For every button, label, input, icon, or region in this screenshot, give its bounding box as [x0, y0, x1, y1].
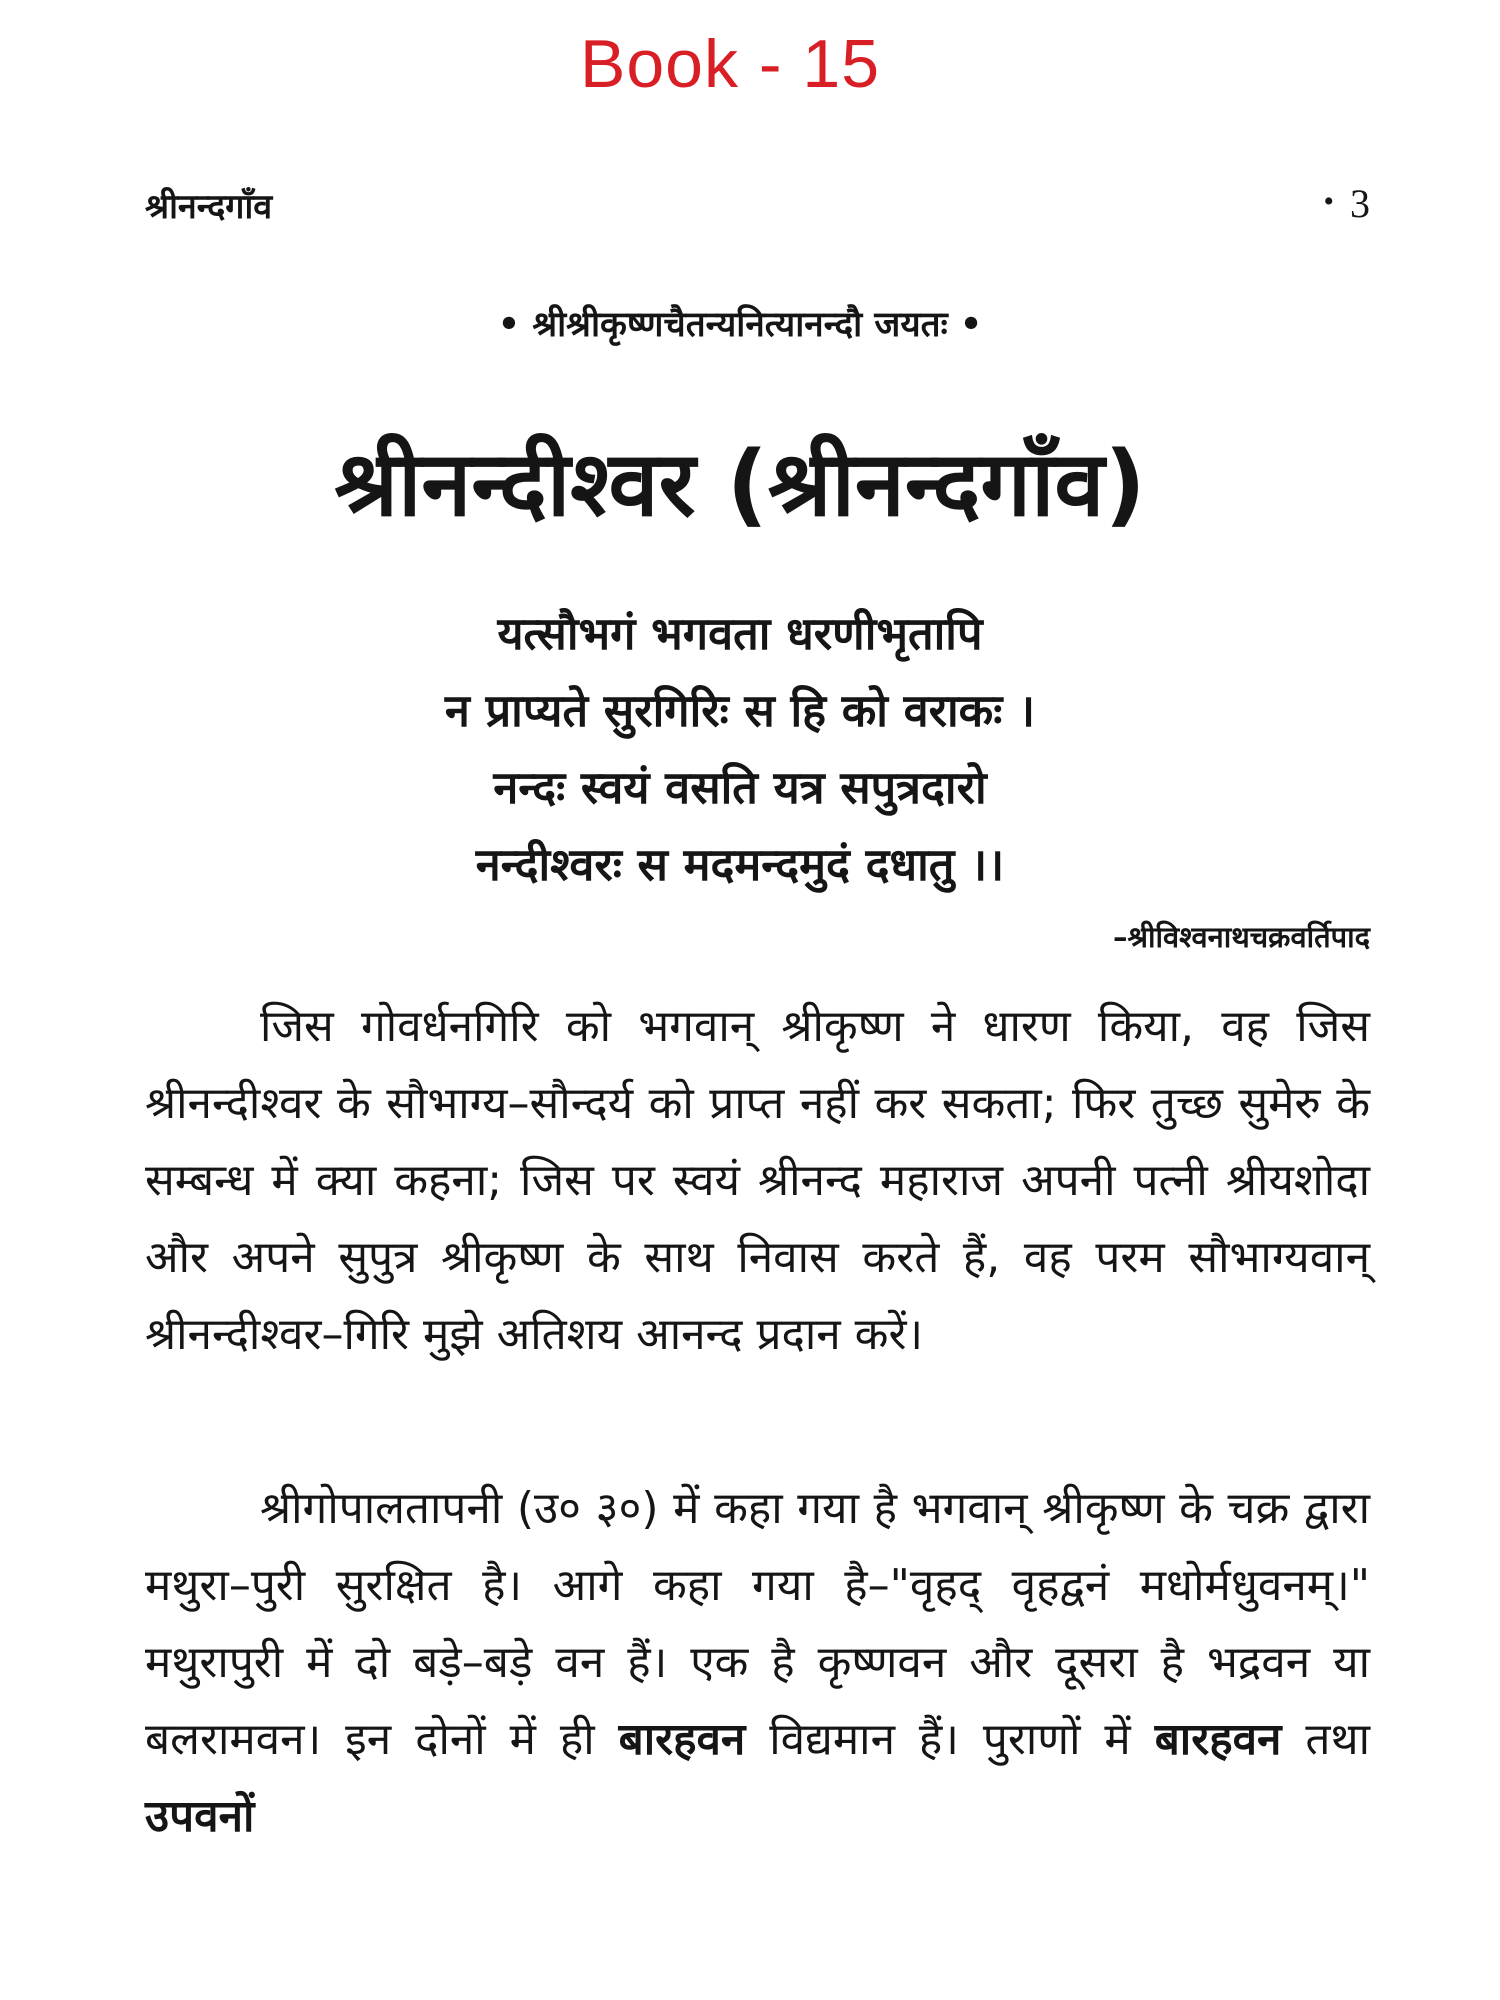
- page-marker-dot: •: [1323, 185, 1334, 218]
- paragraph-text: विद्यमान हैं। पुराणों में: [745, 1714, 1155, 1765]
- page-number: 3: [1350, 181, 1370, 226]
- bold-term: बारहवन: [1154, 1714, 1282, 1765]
- verse-line: नन्दीश्वरः स मदमन्दमुदं दधातु ।।: [475, 838, 1005, 891]
- verse-line: नन्दः स्वयं वसति यत्र सपुत्रदारो: [493, 761, 987, 814]
- body-paragraph-2: [145, 1470, 1370, 1855]
- chapter-title: श्रीनन्दीश्वर (श्रीनन्दगाँव): [334, 432, 1146, 537]
- bold-term: बारहवन: [618, 1714, 746, 1765]
- verse-attribution: –श्रीविश्वनाथचक्रवर्तिपाद: [1113, 920, 1370, 954]
- verse-line: यत्सौभगं भगवता धरणीभृतापि: [497, 607, 983, 660]
- sanskrit-verse: [0, 595, 1480, 903]
- paragraph-text: तथा: [1281, 1714, 1370, 1765]
- body-paragraph-1: जिस गोवर्धनगिरि को भगवान् श्रीकृष्ण ने धारण किया, वह जिस श्रीनन्दीश्वर के सौभाग्य–सौन्दर्य को प्राप्त नहीं कर सकता; फिर तुच्छ सुमेरु के सम्बन्ध में क्या कहना; जिस पर स्वयं श्रीनन्द महाराज अपनी पत्नी श्रीयशोदा और अपने सुपुत्र श्रीकृष्ण के साथ निवास करते हैं, वह परम सौभाग्यवान् श्रीनन्दीश्वर–गिरि मुझे अतिशय आनन्द प्रदान करें।: [145, 1001, 1370, 1360]
- page-number-block: [1323, 180, 1370, 227]
- running-head: श्रीनन्दगाँव: [145, 187, 273, 227]
- invocation-line: • श्रीश्रीकृष्णचैतन्यनित्यानन्दौ जयतः •: [497, 305, 983, 345]
- bold-term: उपवनों: [145, 1791, 255, 1842]
- verse-line: न प्राप्यते सुरगिरिः स हि को वराकः ।: [444, 684, 1036, 737]
- paragraph-text: श्रीगोपालतापनी (उ० ३०) में कहा गया है भगवान् श्रीकृष्ण के चक्र द्वारा मथुरा–पुरी सुरक्षित है। आगे कहा गया है–"वृहद् वृहद्वनं मधोर्मधुवनम्।" मथुरापुरी में दो बड़े–बड़े वन हैं। एक है कृष्णवन और दूसरा है भद्रवन या बलरामवन। इन दोनों में ही: [145, 1483, 1370, 1765]
- book-label: Book - 15: [579, 26, 881, 102]
